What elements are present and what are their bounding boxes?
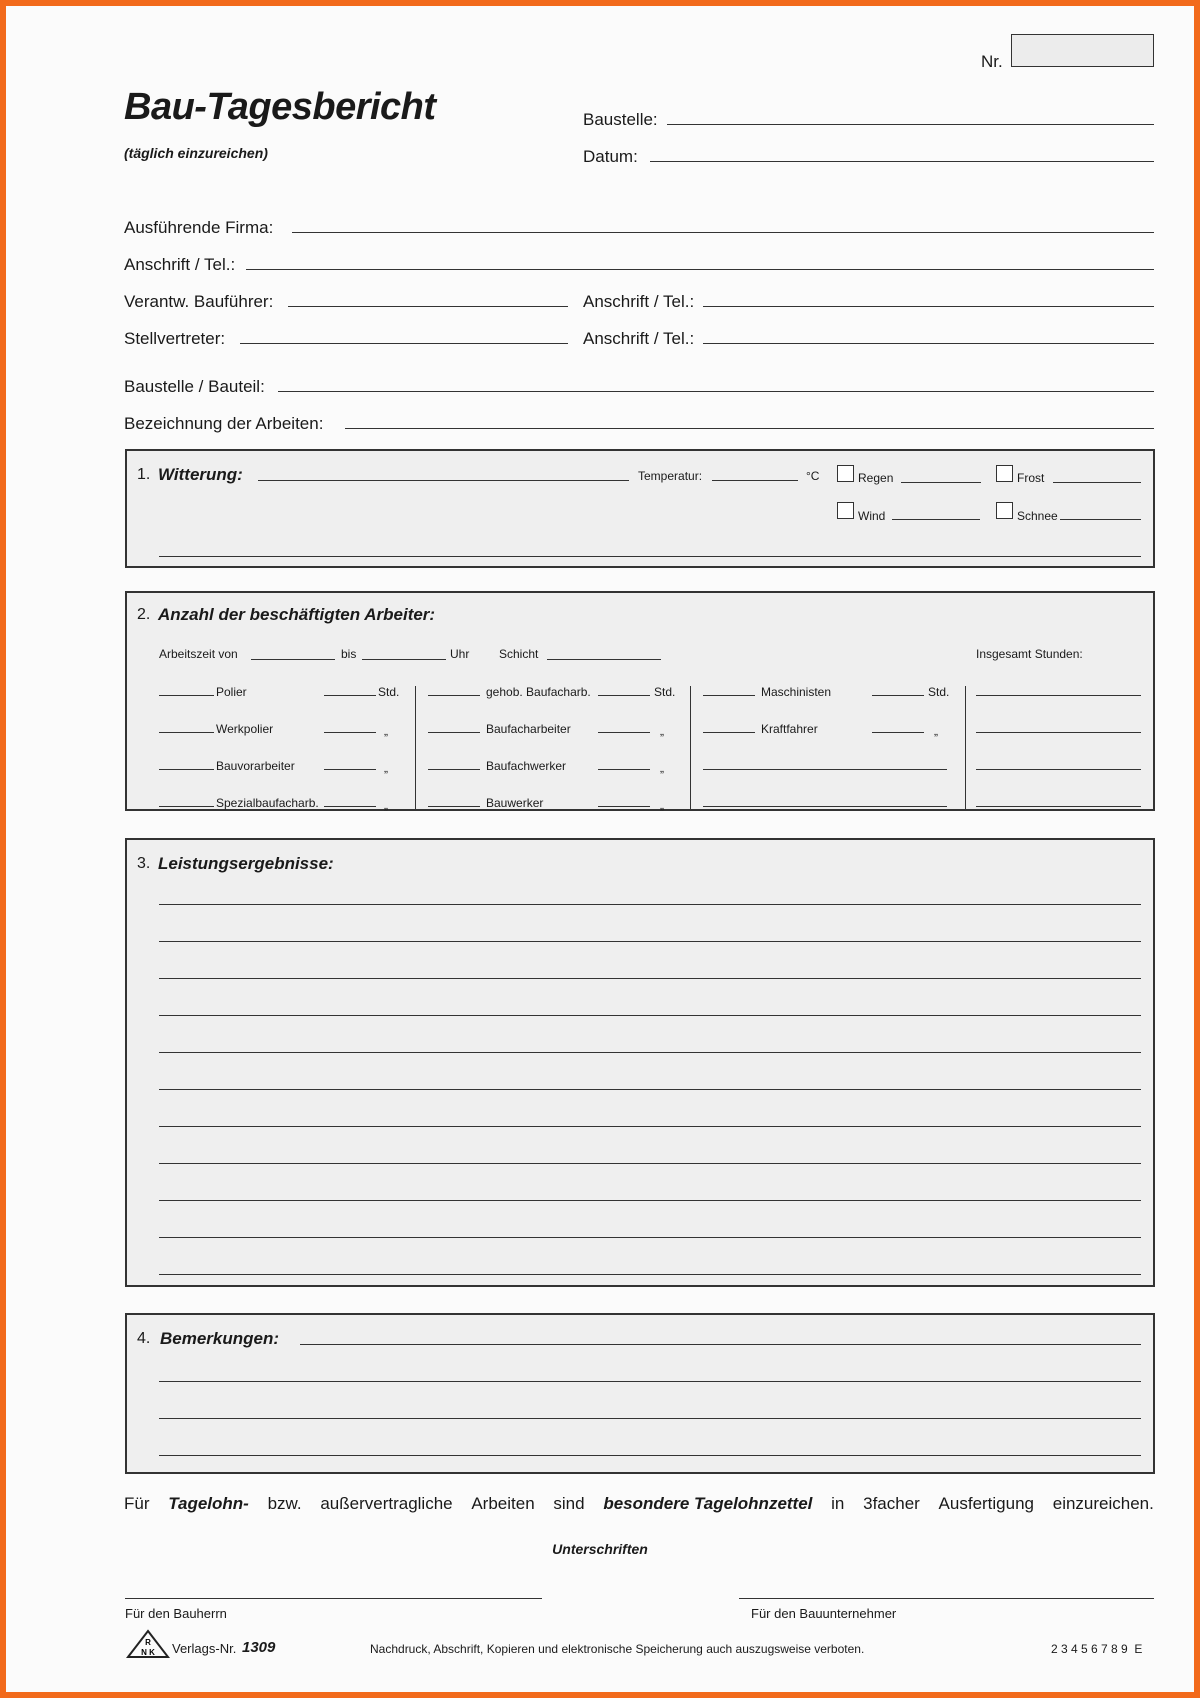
verlag-number: 1309 (242, 1639, 276, 1656)
schicht-label: Schicht (499, 647, 539, 661)
ditto-mark: „ (384, 761, 388, 775)
note-word: 3facher (863, 1494, 920, 1513)
form-code: 2 3 4 5 6 7 8 9 E (1051, 1642, 1143, 1656)
stellvertreter-label: Stellvertreter: (124, 329, 226, 348)
maschinisten-count[interactable] (703, 695, 755, 696)
rnk-logo-icon (126, 1629, 170, 1659)
baufacharbeiter-count[interactable] (428, 732, 480, 733)
baufacharbeiter-hours[interactable] (598, 732, 650, 733)
ditto-mark: „ (384, 798, 388, 812)
svg-text:N K: N K (141, 1648, 155, 1657)
bauteil-field[interactable] (278, 391, 1154, 392)
anschrift3-field[interactable] (703, 343, 1154, 344)
leistung-line[interactable] (159, 1237, 1141, 1238)
leistung-line[interactable] (159, 1015, 1141, 1016)
baustelle-field[interactable] (667, 124, 1154, 125)
regen-field[interactable] (901, 482, 981, 483)
form-page (6, 6, 1194, 1692)
datum-field[interactable] (650, 161, 1154, 162)
temperatur-label: Temperatur: (638, 469, 703, 483)
kraftfahrer-label: Kraftfahrer (761, 722, 818, 736)
kraftfahrer-count[interactable] (703, 732, 755, 733)
bemerkungen-line[interactable] (159, 1418, 1141, 1419)
copyright-note: Nachdruck, Abschrift, Kopieren und elektronische Speicherung auch auszugsweise verboten. (370, 1642, 865, 1656)
section1-title: Witterung: (158, 465, 243, 484)
std-label: Std. (928, 685, 950, 699)
total-hours-line[interactable] (976, 695, 1141, 696)
leistung-line[interactable] (159, 1200, 1141, 1201)
ditto-mark: „ (660, 798, 664, 812)
section1-number: 1. (137, 466, 151, 483)
page-subtitle: (täglich einzureichen) (124, 145, 268, 161)
baufachwerker-count[interactable] (428, 769, 480, 770)
column-divider (965, 686, 966, 810)
bemerkungen-line[interactable] (159, 1381, 1141, 1382)
werkpolier-hours[interactable] (324, 732, 376, 733)
total-hours-line[interactable] (976, 732, 1141, 733)
arbeitszeit-bis-field[interactable] (362, 659, 446, 660)
note-word: außervertragliche (320, 1494, 453, 1513)
note-word: in (831, 1494, 845, 1513)
kraftfahrer-hours[interactable] (872, 732, 924, 733)
ditto-mark: „ (384, 724, 388, 738)
section3-number: 3. (137, 855, 151, 872)
schnee-checkbox[interactable] (996, 502, 1013, 519)
polier-label: Polier (216, 685, 247, 699)
section-bemerkungen (125, 1313, 1155, 1474)
schicht-field[interactable] (547, 659, 661, 660)
section-leistung (125, 838, 1155, 1287)
total-hours-line[interactable] (976, 769, 1141, 770)
note-word: Arbeiten (471, 1494, 535, 1513)
temperatur-field[interactable] (712, 480, 798, 481)
insgesamt-label: Insgesamt Stunden: (976, 647, 1083, 661)
std-label: Std. (378, 685, 400, 699)
total-hours-line[interactable] (976, 806, 1141, 807)
stellvertreter-field[interactable] (240, 343, 568, 344)
leistung-line[interactable] (159, 1052, 1141, 1053)
std-label: Std. (654, 685, 676, 699)
datum-label: Datum: (583, 147, 638, 166)
arbeitszeit-label: Arbeitszeit von (159, 647, 238, 661)
note-word: sind (553, 1494, 585, 1513)
werkpolier-label: Werkpolier (216, 722, 274, 736)
wind-label: Wind (858, 509, 886, 523)
spezialbaufacharb-label: Spezialbaufacharb. (216, 796, 319, 810)
leistung-line[interactable] (159, 978, 1141, 979)
anschrift3-label: Anschrift / Tel.: (583, 329, 695, 348)
spezialbaufacharb-count[interactable] (159, 806, 214, 807)
leistung-line[interactable] (159, 1126, 1141, 1127)
section2-title: Anzahl der beschäftigten Arbeiter: (158, 605, 436, 624)
section4-number: 4. (137, 1330, 151, 1347)
bauherr-label: Für den Bauherrn (125, 1606, 227, 1621)
polier-count[interactable] (159, 695, 214, 696)
bemerkungen-line[interactable] (300, 1344, 1141, 1345)
bauwerker-label: Bauwerker (486, 796, 544, 810)
ditto-mark: „ (660, 724, 664, 738)
gehob-label: gehob. Baufacharb. (486, 685, 591, 699)
anschrift-field[interactable] (246, 269, 1154, 270)
frost-label: Frost (1017, 471, 1045, 485)
bauwerker-hours[interactable] (598, 806, 650, 807)
maschinisten-hours[interactable] (872, 695, 924, 696)
gehob-hours[interactable] (598, 695, 650, 696)
note-word: Ausfertigung (938, 1494, 1034, 1513)
frost-field[interactable] (1053, 482, 1141, 483)
note-word: Für (124, 1494, 150, 1513)
polier-hours[interactable] (324, 695, 376, 696)
witterung-field[interactable] (258, 480, 629, 481)
baufachwerker-label: Baufachwerker (486, 759, 567, 773)
ditto-mark: „ (934, 724, 938, 738)
leistung-line[interactable] (159, 904, 1141, 905)
column-divider (415, 686, 416, 810)
leistung-line[interactable] (159, 1274, 1141, 1275)
bauunternehmer-signature-line[interactable] (739, 1598, 1154, 1599)
baufacharbeiter-label: Baufacharbeiter (486, 722, 571, 736)
bezeichnung-field[interactable] (345, 428, 1154, 429)
signatures-title: Unterschriften (552, 1541, 648, 1557)
baufachwerker-hours[interactable] (598, 769, 650, 770)
svg-text:R: R (145, 1638, 151, 1647)
leistung-line[interactable] (159, 941, 1141, 942)
wind-field[interactable] (892, 519, 980, 520)
baufuehrer-label: Verantw. Bauführer: (124, 292, 274, 311)
bemerkungen-line[interactable] (159, 1455, 1141, 1456)
wind-checkbox[interactable] (837, 502, 854, 519)
page-title: Bau-Tagesbericht (124, 86, 436, 128)
baufuehrer-field[interactable] (288, 306, 568, 307)
bauteil-label: Baustelle / Bauteil: (124, 377, 265, 396)
extra-worker-line[interactable] (703, 769, 947, 770)
witterung-notes-line[interactable] (159, 556, 1141, 557)
schnee-label: Schnee (1017, 509, 1058, 523)
leistung-line[interactable] (159, 1163, 1141, 1164)
arbeitszeit-von-field[interactable] (251, 659, 335, 660)
regen-checkbox[interactable] (837, 465, 854, 482)
section3-title: Leistungsergebnisse: (158, 854, 334, 873)
baustelle-label: Baustelle: (583, 110, 658, 129)
bezeichnung-label: Bezeichnung der Arbeiten: (124, 414, 324, 433)
bauvorarbeiter-count[interactable] (159, 769, 214, 770)
bauwerker-count[interactable] (428, 806, 480, 807)
note-word: einzureichen. (1052, 1494, 1154, 1513)
tagelohn-note (124, 1494, 1154, 1514)
regen-label: Regen (858, 471, 894, 485)
extra-worker-line[interactable] (703, 806, 947, 807)
firma-label: Ausführende Firma: (124, 218, 274, 237)
werkpolier-count[interactable] (159, 732, 214, 733)
bauvorarbeiter-hours[interactable] (324, 769, 376, 770)
bauvorarbeiter-label: Bauvorarbeiter (216, 759, 295, 773)
spezialbaufacharb-hours[interactable] (324, 806, 376, 807)
celsius-unit: °C (806, 469, 820, 483)
column-divider (690, 686, 691, 810)
firma-field[interactable] (292, 232, 1154, 233)
verlag-label: Verlags-Nr. (172, 1641, 237, 1656)
bauunternehmer-label: Für den Bauunternehmer (751, 1606, 897, 1621)
nr-field[interactable] (1011, 34, 1154, 67)
note-word: Tagelohn- (168, 1494, 249, 1513)
anschrift2-field[interactable] (703, 306, 1154, 307)
bauherr-signature-line[interactable] (125, 1598, 542, 1599)
maschinisten-label: Maschinisten (761, 685, 832, 699)
frost-checkbox[interactable] (996, 465, 1013, 482)
anschrift-label: Anschrift / Tel.: (124, 255, 236, 274)
note-emphasis: besondere Tagelohnzettel (603, 1494, 813, 1513)
nr-label: Nr. (981, 52, 1003, 71)
gehob-count[interactable] (428, 695, 480, 696)
uhr-label: Uhr (450, 647, 470, 661)
bis-label: bis (341, 647, 357, 661)
note-word: bzw. (267, 1494, 302, 1513)
leistung-line[interactable] (159, 1089, 1141, 1090)
ditto-mark: „ (660, 761, 664, 775)
section2-number: 2. (137, 606, 151, 623)
section4-title: Bemerkungen: (160, 1329, 280, 1348)
schnee-field[interactable] (1060, 519, 1141, 520)
anschrift2-label: Anschrift / Tel.: (583, 292, 695, 311)
